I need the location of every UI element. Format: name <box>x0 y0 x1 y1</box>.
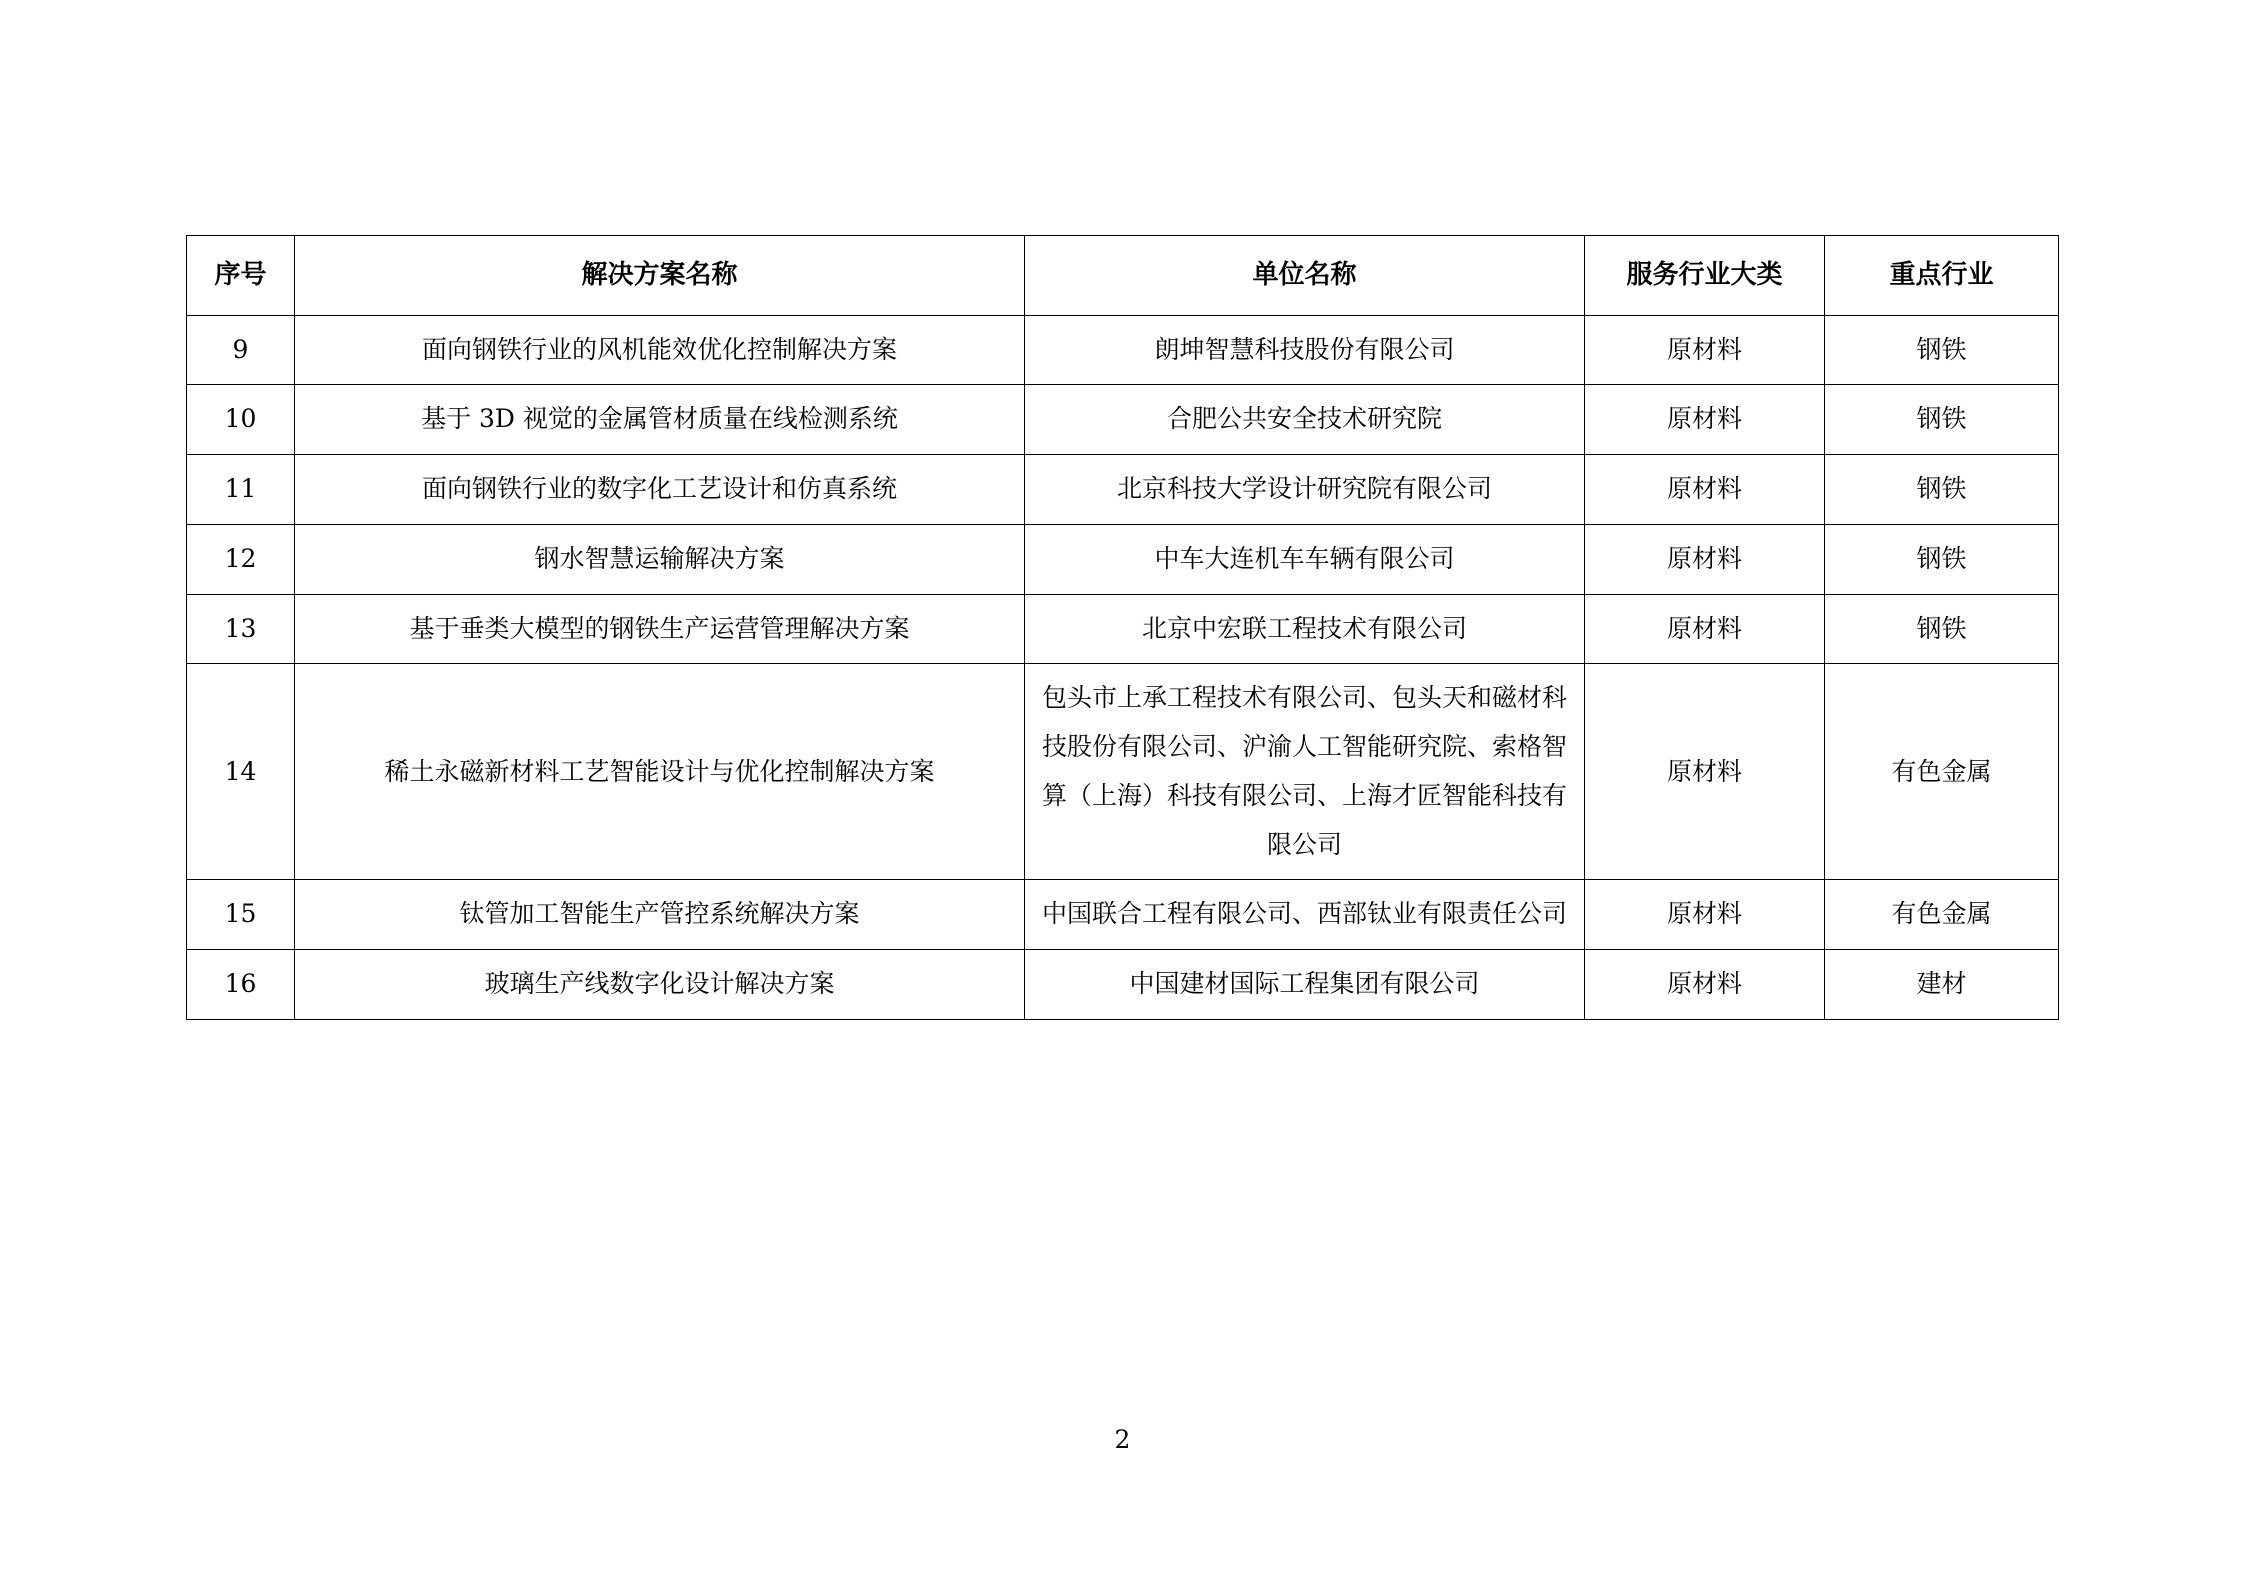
cell-service-category: 原材料 <box>1585 315 1825 385</box>
cell-index: 13 <box>187 594 295 664</box>
cell-solution-name: 面向钢铁行业的风机能效优化控制解决方案 <box>295 315 1025 385</box>
table-row <box>187 880 2059 950</box>
cell-index: 9 <box>187 315 295 385</box>
solutions-table-container <box>186 235 2058 1020</box>
cell-index: 11 <box>187 455 295 525</box>
column-header-key-industry: 重点行业 <box>1825 236 2059 316</box>
table-row <box>187 315 2059 385</box>
cell-index: 12 <box>187 524 295 594</box>
cell-key-industry: 钢铁 <box>1825 315 2059 385</box>
table-row <box>187 455 2059 525</box>
table-row <box>187 950 2059 1020</box>
cell-unit-name: 朗坤智慧科技股份有限公司 <box>1025 315 1585 385</box>
cell-service-category: 原材料 <box>1585 385 1825 455</box>
cell-index: 16 <box>187 950 295 1020</box>
cell-solution-name: 钛管加工智能生产管控系统解决方案 <box>295 880 1025 950</box>
cell-key-industry: 有色金属 <box>1825 664 2059 880</box>
cell-solution-name: 基于 3D 视觉的金属管材质量在线检测系统 <box>295 385 1025 455</box>
table-row <box>187 385 2059 455</box>
column-header-solution-name: 解决方案名称 <box>295 236 1025 316</box>
cell-service-category: 原材料 <box>1585 594 1825 664</box>
cell-service-category: 原材料 <box>1585 664 1825 880</box>
cell-unit-name: 中国建材国际工程集团有限公司 <box>1025 950 1585 1020</box>
table-header-row <box>187 236 2059 316</box>
cell-key-industry: 有色金属 <box>1825 880 2059 950</box>
page-number: 2 <box>1114 1425 1131 1454</box>
cell-solution-name: 玻璃生产线数字化设计解决方案 <box>295 950 1025 1020</box>
cell-unit-name: 北京科技大学设计研究院有限公司 <box>1025 455 1585 525</box>
cell-solution-name: 面向钢铁行业的数字化工艺设计和仿真系统 <box>295 455 1025 525</box>
table-row <box>187 594 2059 664</box>
cell-solution-name: 基于垂类大模型的钢铁生产运营管理解决方案 <box>295 594 1025 664</box>
cell-service-category: 原材料 <box>1585 524 1825 594</box>
table-body <box>187 315 2059 1019</box>
cell-unit-name: 合肥公共安全技术研究院 <box>1025 385 1585 455</box>
cell-unit-name: 中国联合工程有限公司、西部钛业有限责任公司 <box>1025 880 1585 950</box>
cell-index: 14 <box>187 664 295 880</box>
cell-key-industry: 钢铁 <box>1825 524 2059 594</box>
cell-key-industry: 钢铁 <box>1825 455 2059 525</box>
cell-solution-name: 钢水智慧运输解决方案 <box>295 524 1025 594</box>
cell-key-industry: 钢铁 <box>1825 594 2059 664</box>
cell-index: 10 <box>187 385 295 455</box>
cell-service-category: 原材料 <box>1585 880 1825 950</box>
column-header-index: 序号 <box>187 236 295 316</box>
column-header-unit-name: 单位名称 <box>1025 236 1585 316</box>
cell-index: 15 <box>187 880 295 950</box>
cell-unit-name: 包头市上承工程技术有限公司、包头天和磁材科技股份有限公司、沪渝人工智能研究院、索格智算（上海）科技有限公司、上海才匠智能科技有限公司 <box>1025 664 1585 880</box>
table-row <box>187 664 2059 880</box>
cell-key-industry: 钢铁 <box>1825 385 2059 455</box>
cell-service-category: 原材料 <box>1585 950 1825 1020</box>
table-header <box>187 236 2059 316</box>
column-header-service-category: 服务行业大类 <box>1585 236 1825 316</box>
cell-key-industry: 建材 <box>1825 950 2059 1020</box>
cell-unit-name: 中车大连机车车辆有限公司 <box>1025 524 1585 594</box>
cell-unit-name: 北京中宏联工程技术有限公司 <box>1025 594 1585 664</box>
solutions-table <box>186 235 2059 1020</box>
cell-service-category: 原材料 <box>1585 455 1825 525</box>
table-row <box>187 524 2059 594</box>
cell-solution-name: 稀土永磁新材料工艺智能设计与优化控制解决方案 <box>295 664 1025 880</box>
